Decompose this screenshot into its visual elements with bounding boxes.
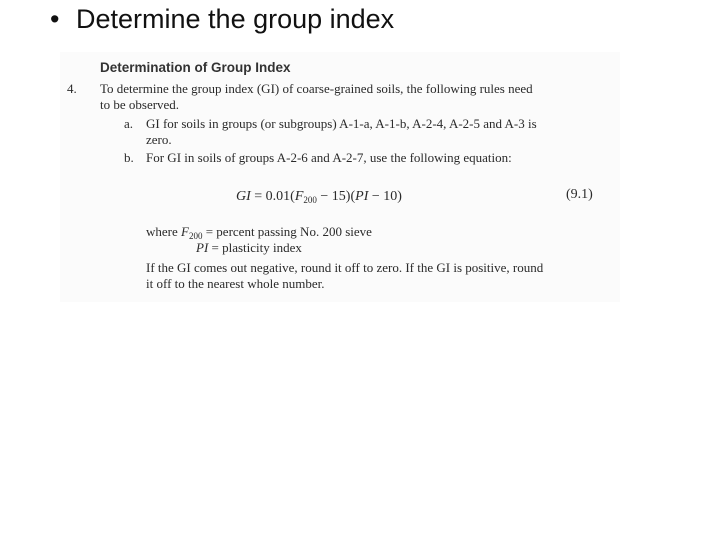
rule-a-line-1: GI for soils in groups (or subgroups) A-1-a, A-1-b, A-2-4, A-2-5 and A-3 is	[146, 116, 537, 131]
equation-suffix: − 10)	[368, 189, 402, 204]
equation-number: (9.1)	[566, 187, 593, 202]
rule-a-line-2: zero.	[146, 132, 172, 147]
equation-var-f-subscript: 200	[303, 195, 317, 205]
intro-line-2: to be observed.	[100, 97, 180, 112]
rule-b-marker: b.	[124, 150, 134, 165]
rounding-rule-line-2: it off to the nearest whole number.	[146, 276, 325, 291]
scanned-document-image	[60, 52, 620, 302]
equation-lhs: GI	[236, 189, 251, 204]
definition-f-text: = percent passing No. 200 sieve	[202, 224, 372, 239]
definition-pi	[196, 240, 302, 256]
intro-line-1: To determine the group index (GI) of coarse-grained soils, the following rules need	[100, 81, 533, 96]
equation-mid: − 15)(	[316, 189, 356, 204]
slide-bullet-point	[50, 4, 394, 35]
equation-var-f: F	[294, 189, 304, 204]
slide-title: Determine the group index	[76, 4, 395, 34]
rule-a-marker: a.	[124, 116, 134, 131]
rule-b-line-1: For GI in soils of groups A-2-6 and A-2-7, use the following equation:	[146, 150, 512, 165]
definition-f-subscript: 200	[188, 231, 203, 241]
group-index-equation	[236, 189, 402, 208]
definition-f-var: F	[181, 224, 189, 239]
equation-rhs-prefix: = 0.01(	[250, 189, 295, 204]
definition-pi-text: = plasticity index	[208, 240, 302, 255]
item-number: 4.	[67, 81, 77, 96]
where-word: where	[146, 224, 182, 239]
rounding-rule-line-1: If the GI comes out negative, round it off to zero. If the GI is positive, round	[146, 260, 544, 275]
bullet-icon: •	[50, 4, 60, 34]
document-heading: Determination of Group Index	[100, 60, 291, 75]
equation-var-pi: PI	[355, 189, 369, 204]
definition-pi-var: PI	[196, 240, 209, 255]
